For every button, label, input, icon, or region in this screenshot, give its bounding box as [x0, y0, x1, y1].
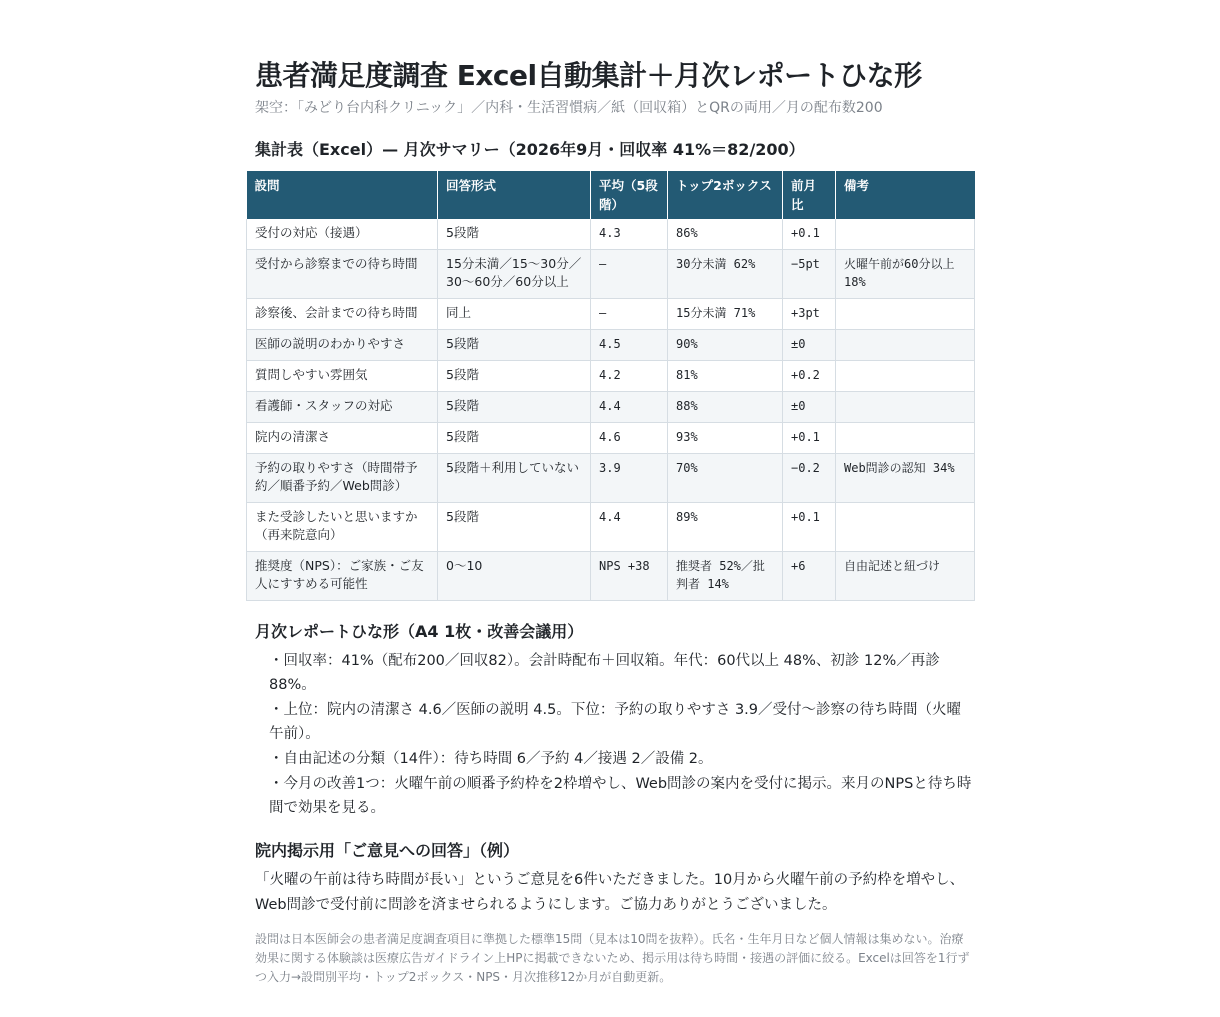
cell-answer-format: 0〜10 — [438, 552, 591, 601]
header-answer-format: 回答形式 — [438, 171, 591, 219]
cell-mom-change: +0.1 — [783, 423, 836, 454]
header-average: 平均（5段階） — [591, 171, 668, 219]
cell-average: — — [591, 299, 668, 330]
table-row — [247, 330, 975, 361]
cell-question: 受付の対応（接遇） — [247, 219, 438, 250]
cell-question: 推奨度（NPS）：ご家族・ご友人にすすめる可能性 — [247, 552, 438, 601]
cell-question: 受付から診察までの待ち時間 — [247, 250, 438, 299]
header-question: 設問 — [247, 171, 438, 219]
cell-answer-format: 5段階 — [438, 330, 591, 361]
notice-text: 「火曜の午前は待ち時間が長い」というご意見を6件いただきました。10月から火曜午前の予約枠を増やし、Web問診で受付前に問診を済ませられるようにします。ご協力ありがとうございました。 — [255, 872, 965, 913]
cell-notes — [836, 503, 975, 552]
report-item: ・今月の改善1つ：火曜午前の順番予約枠を2枠増やし、Web問診の案内を受付に掲示。来月のNPSと待ち時間で効果を見る。 — [269, 776, 972, 816]
cell-average: 4.5 — [591, 330, 668, 361]
cell-top2box: 30分未満 62% — [668, 250, 783, 299]
cell-top2box: 90% — [668, 330, 783, 361]
cell-question: 医師の説明のわかりやすさ — [247, 330, 438, 361]
cell-top2box: 15分未満 71% — [668, 299, 783, 330]
table-section-title: 集計表（Excel）— 月次サマリー（2026年9月・回収率 41%＝82/200） — [255, 140, 805, 159]
cell-average: NPS +38 — [591, 552, 668, 601]
footnote: 設問は日本医師会の患者満足度調査項目に準拠した標準15問（見本は10問を抜粋）。氏名・生年月日など個人情報は集めない。治療効果に関する体験談は医療広告ガイドライン上HPに掲載できないため、掲示用は待ち時間・接遇の評価に絞る。Excelは回答を1行ずつ入力→設問別平均・トップ2ボックス・NPS・月次推移12か月が自動更新。 — [255, 932, 970, 984]
cell-question: 看護師・スタッフの対応 — [247, 392, 438, 423]
cell-top2box: 86% — [668, 219, 783, 250]
header-top2box: トップ2ボックス — [668, 171, 783, 219]
cell-average: — — [591, 250, 668, 299]
cell-mom-change: +0.1 — [783, 219, 836, 250]
cell-average: 4.4 — [591, 392, 668, 423]
cell-mom-change: +3pt — [783, 299, 836, 330]
cell-notes — [836, 423, 975, 454]
table-row — [247, 361, 975, 392]
cell-average: 4.2 — [591, 361, 668, 392]
cell-answer-format: 5段階 — [438, 219, 591, 250]
cell-average: 4.6 — [591, 423, 668, 454]
table-row — [247, 454, 975, 503]
table-row — [247, 219, 975, 250]
table-row — [247, 392, 975, 423]
table-header-row — [247, 171, 975, 219]
cell-top2box: 93% — [668, 423, 783, 454]
cell-answer-format: 5段階＋利用していない — [438, 454, 591, 503]
cell-question: 院内の清潔さ — [247, 423, 438, 454]
cell-notes — [836, 330, 975, 361]
cell-question: 質問しやすい雰囲気 — [247, 361, 438, 392]
monthly-summary-table — [246, 171, 975, 601]
table-row — [247, 552, 975, 601]
cell-top2box: 70% — [668, 454, 783, 503]
page-subtitle: 架空：「みどり台内科クリニック」／内科・生活習慣病／紙（回収箱）とQRの両用／月の配布数200 — [255, 100, 883, 116]
document-page — [255, 58, 975, 987]
report-section-title: 月次レポートひな形（A4 1枚・改善会議用） — [255, 622, 584, 641]
cell-answer-format: 同上 — [438, 299, 591, 330]
report-list — [255, 649, 975, 820]
cell-top2box: 推奨者 52%／批判者 14% — [668, 552, 783, 601]
cell-notes — [836, 299, 975, 330]
table-row — [247, 299, 975, 330]
report-item: ・回収率：41%（配布200／回収82）。会計時配布＋回収箱。年代：60代以上 48%、初診 12%／再診 88%。 — [269, 653, 940, 693]
cell-mom-change: ±0 — [783, 392, 836, 423]
cell-answer-format: 5段階 — [438, 392, 591, 423]
cell-mom-change: +0.2 — [783, 361, 836, 392]
report-item: ・自由記述の分類（14件）：待ち時間 6／予約 4／接遇 2／設備 2。 — [269, 751, 713, 767]
cell-notes — [836, 392, 975, 423]
cell-question: 診察後、会計までの待ち時間 — [247, 299, 438, 330]
table-row — [247, 250, 975, 299]
cell-mom-change: −0.2 — [783, 454, 836, 503]
table-row — [247, 423, 975, 454]
cell-average: 4.4 — [591, 503, 668, 552]
cell-mom-change: ±0 — [783, 330, 836, 361]
cell-top2box: 88% — [668, 392, 783, 423]
cell-notes — [836, 361, 975, 392]
cell-mom-change: −5pt — [783, 250, 836, 299]
cell-mom-change: +0.1 — [783, 503, 836, 552]
page-title: 患者満足度調査 Excel自動集計＋月次レポートひな形 — [255, 59, 922, 92]
header-mom-change: 前月比 — [783, 171, 836, 219]
cell-question: また受診したいと思いますか（再来院意向） — [247, 503, 438, 552]
cell-top2box: 81% — [668, 361, 783, 392]
cell-average: 4.3 — [591, 219, 668, 250]
report-item: ・上位：院内の清潔さ 4.6／医師の説明 4.5。下位：予約の取りやすさ 3.9／受付〜診察の待ち時間（火曜午前）。 — [269, 702, 962, 742]
cell-average: 3.9 — [591, 454, 668, 503]
cell-notes: 火曜午前が60分以上 18% — [836, 250, 975, 299]
cell-mom-change: +6 — [783, 552, 836, 601]
cell-notes: Web問診の認知 34% — [836, 454, 975, 503]
cell-answer-format: 5段階 — [438, 423, 591, 454]
cell-notes — [836, 219, 975, 250]
cell-answer-format: 5段階 — [438, 361, 591, 392]
table-row — [247, 503, 975, 552]
cell-notes: 自由記述と紐づけ — [836, 552, 975, 601]
header-notes: 備考 — [836, 171, 975, 219]
cell-question: 予約の取りやすさ（時間帯予約／順番予約／Web問診） — [247, 454, 438, 503]
cell-answer-format: 15分未満／15〜30分／30〜60分／60分以上 — [438, 250, 591, 299]
cell-top2box: 89% — [668, 503, 783, 552]
notice-section-title: 院内掲示用「ご意見への回答」（例） — [255, 841, 520, 860]
cell-answer-format: 5段階 — [438, 503, 591, 552]
